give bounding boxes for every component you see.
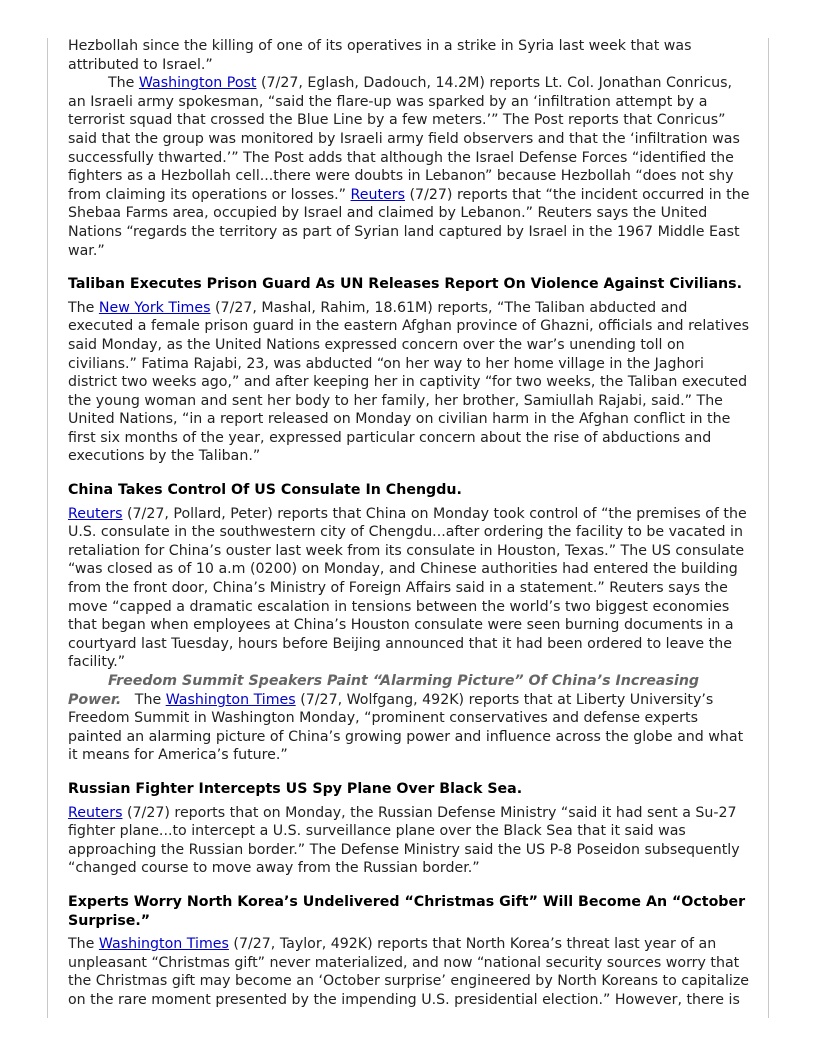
right-margin-rule xyxy=(768,38,769,1018)
china-article xyxy=(68,481,752,765)
text-run: The xyxy=(68,936,99,953)
text-run: The xyxy=(108,75,139,92)
taliban-headline: Taliban Executes Prison Guard As UN Releases Report On Violence Against Civilians. xyxy=(68,276,742,293)
china-body xyxy=(68,505,752,672)
korea-body xyxy=(68,935,752,1009)
intro-paragraph-1: Hezbollah since the killing of one of its operatives in a strike in Syria last week that was attributed to Israel.” xyxy=(68,38,692,73)
left-margin-rule xyxy=(47,38,48,1018)
text-run: (7/27, Pollard, Peter) reports that China on Monday took control of “the premises of the U.S. consulate in the southwestern city of Chengdu...after ordering the facility to be vacated in retaliation for China’s ouster last week from its consulate in Houston, Texas.” The US consulate “was closed as of 10 a.m (0200) on Monday, and Chinese authorities had entered the building from the front door, China’s Ministry of Foreign Affairs said in a statement.” Reuters says the move “capped a dramatic escalation in tensions between the world’s two biggest economies that began when employees at China’s Houston consulate were seen burning documents in a courtyard last Tuesday, hours before Beijing announced that it had been ordered to leave the facility.” xyxy=(68,505,747,671)
reuters-link[interactable]: Reuters xyxy=(68,505,123,522)
new-york-times-link[interactable]: New York Times xyxy=(98,299,211,316)
washington-times-link[interactable]: Washington Times xyxy=(98,936,229,953)
korea-headline: Experts Worry North Korea’s Undelivered “Christmas Gift” Will Become An “October Surprise.” xyxy=(68,893,746,929)
text-run: The xyxy=(68,299,99,316)
freedom-summit-paragraph xyxy=(68,672,752,765)
washington-post-link[interactable]: Washington Post xyxy=(138,75,257,92)
document-page xyxy=(68,37,752,1010)
russia-article xyxy=(68,780,752,878)
russia-headline: Russian Fighter Intercepts US Spy Plane Over Black Sea. xyxy=(68,780,523,797)
text-run: (7/27, Eglash, Dadouch, 14.2M) reports Lt. Col. Jonathan Conricus, an Israeli army spokesman, “said the flare-up was sparked by an ‘infiltration attempt by a terrorist squad that crossed the Blue Line by a few meters.’” The Post reports that Conricus” said that the group was monitored by Israeli army field observers and that the ‘infiltration was successfully thwarted.’” The Post adds that although the Israel Defense Forces “identified the fighters as a Hezbollah cell...there were doubts in Lebanon” because Hezbollah “does not shy from claiming its operations or losses.” xyxy=(68,75,740,203)
text-run: (7/27, Mashal, Rahim, 18.61M) reports, “The Taliban abducted and executed a female prison guard in the eastern Afghan province of Ghazni, officials and relatives said Monday, as the United Nations expressed concern over the war’s unending toll on civilians.” Fatima Rajabi, 23, was abducted “on her way to her home village in the Jaghori district two weeks ago,” and after keeping her in captivity “for two weeks, the Taliban executed the young woman and sent her body to her family, her brother, Samiullah Rajabi, said.” The United Nations, “in a report released on Monday on civilian harm in the Afghan conflict in the first six months of the year, expressed particular concern about the rise of abductions and executions by the Taliban.” xyxy=(68,299,749,465)
text-run: The xyxy=(121,691,166,708)
russia-body xyxy=(68,804,752,878)
text-run: (7/27, Wolfgang, 492K) reports that at Liberty University’s Freedom Summit in Washington Monday, “prominent conservatives and defense experts painted an alarming picture of China’s growing power and influence across the globe and what it means for America’s future.” xyxy=(68,691,744,764)
taliban-article xyxy=(68,275,752,466)
text-run: (7/27, Taylor, 492K) reports that North Korea’s threat last year of an unpleasant “Christmas gift” never materialized, and now “national security sources worry that the Christmas gift may become an ‘October surprise’ engineered by North Koreans to capitalize on the rare moment presented by the impending U.S. presidential election.” However, there is xyxy=(68,936,750,1008)
washington-times-link[interactable]: Washington Times xyxy=(165,691,296,708)
china-headline: China Takes Control Of US Consulate In Chengdu. xyxy=(68,482,462,499)
taliban-body xyxy=(68,299,752,466)
reuters-link[interactable]: Reuters xyxy=(350,186,405,203)
text-run: (7/27) reports that on Monday, the Russian Defense Ministry “said it had sent a Su-27 fighter plane...to intercept a U.S. surveillance plane over the Black Sea that it said was approaching the Russian border.” The Defense Ministry said the US P-8 Poseidon subsequently “changed course to move away from the Russian border.” xyxy=(68,804,740,877)
intro-paragraph-2 xyxy=(68,74,752,260)
reuters-link[interactable]: Reuters xyxy=(68,804,123,821)
freedom-summit-subhead: Freedom Summit Speakers Paint “Alarming Picture” Of China’s Increasing Power. xyxy=(68,673,700,708)
text-run: (7/27) reports that “the incident occurred in the Shebaa Farms area, occupied by Israel and claimed by Lebanon.” Reuters says the United Nations “regards the territory as part of Syrian land captured by Israel in the 1967 Middle East war.” xyxy=(68,186,750,259)
korea-article xyxy=(68,893,752,1010)
